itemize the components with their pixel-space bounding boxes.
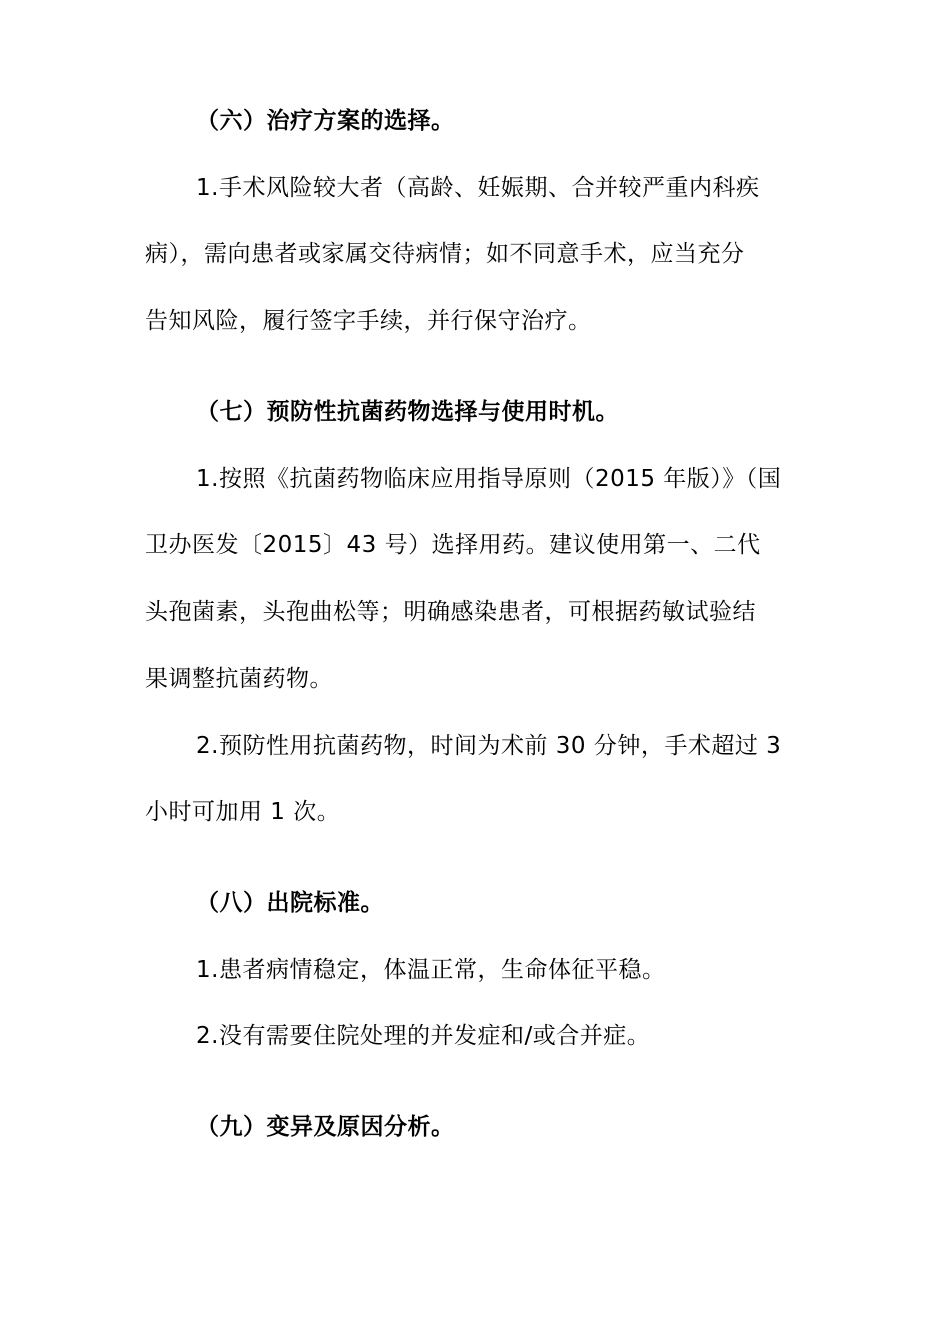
- section-8-item-2: 2.没有需要住院处理的并发症和/或合并症。: [196, 1023, 651, 1049]
- section-7-heading: （七）预防性抗菌药物选择与使用时机。: [196, 399, 619, 425]
- section-7-item-1-line-3: 头孢菌素，头孢曲松等；明确感染患者，可根据药敏试验结: [145, 599, 756, 625]
- section-6-item-1-line-1: 1.手术风险较大者（高龄、妊娠期、合并较严重内科疾: [196, 175, 760, 201]
- section-7-item-1-line-4: 果调整抗菌药物。: [145, 666, 333, 692]
- section-7-item-2-line-2: 小时可加用 1 次。: [145, 799, 341, 825]
- section-8-item-1: 1.患者病情稳定，体温正常，生命体征平稳。: [196, 957, 666, 983]
- section-6-heading: （六）治疗方案的选择。: [196, 108, 455, 134]
- section-7-item-2-line-1: 2.预防性用抗菌药物，时间为术前 30 分钟，手术超过 3: [196, 733, 782, 759]
- section-6-item-1-line-3: 告知风险，履行签字手续，并行保守治疗。: [145, 308, 592, 334]
- section-6-item-1-line-2: 病），需向患者或家属交待病情；如不同意手术，应当充分: [145, 241, 745, 267]
- section-7-item-1-line-2: 卫办医发〔2015〕43 号）选择用药。建议使用第一、二代: [145, 532, 761, 558]
- section-8-heading: （八）出院标准。: [196, 890, 384, 916]
- section-7-item-1-line-1: 1.按照《抗菌药物临床应用指导原则（2015 年版）》（国: [196, 466, 782, 492]
- section-9-heading: （九）变异及原因分析。: [196, 1114, 455, 1140]
